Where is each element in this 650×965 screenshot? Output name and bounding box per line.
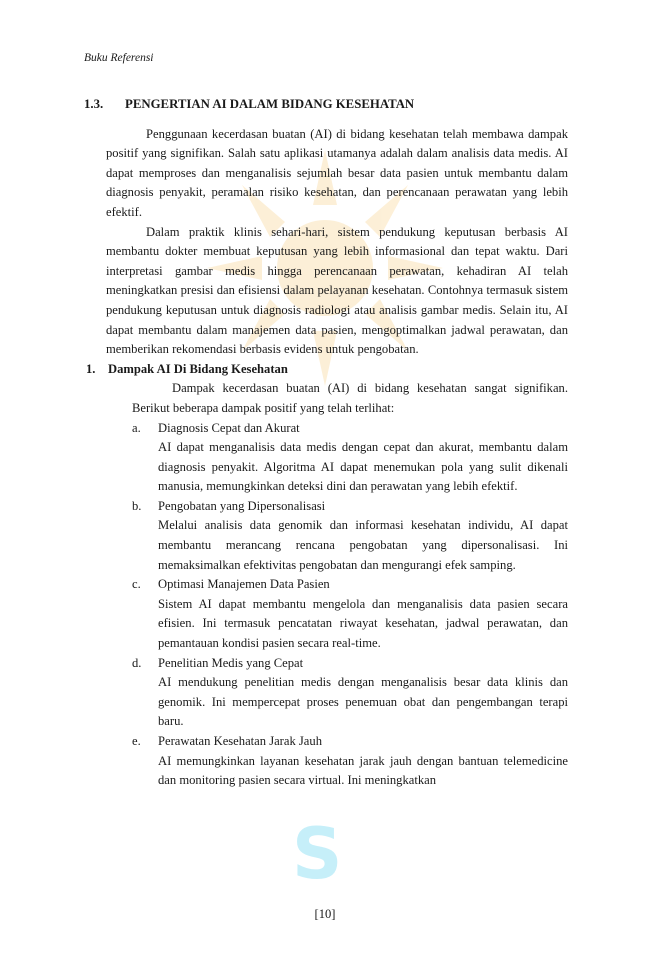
list-item-letter: b. (132, 498, 142, 513)
list-item (132, 654, 568, 732)
running-head: Buku Referensi (84, 52, 154, 64)
list-item-body: AI memungkinkan layanan kesehatan jarak jauh dengan bantuan telemedicine dan monitoring pasien secara virtual. Ini meningkatkan (158, 753, 568, 788)
list-item (132, 419, 568, 497)
point-heading (84, 360, 568, 380)
list-item-letter: e. (132, 734, 141, 748)
list-item-title: Pengobatan yang Dipersonalisasi (158, 498, 326, 513)
list-item-title: Perawatan Kesehatan Jarak Jauh (158, 734, 322, 748)
list-item-letter: a. (132, 420, 141, 435)
list-item-title: Optimasi Manajemen Data Pasien (158, 577, 330, 592)
letter-watermark: S (292, 813, 343, 895)
paragraph-1: Penggunaan kecerdasan buatan (AI) di bidang kesehatan telah membawa dampak positif yang signifikan. Salah satu aplikasi utamanya adalah dalam analisis data medis. AI dapat memproses dan menganalisis sejumlah besar data pasien untuk membantu dalam diagnosis penyakit, peramalan risiko kesehatan, dan perencanaan perawatan yang lebih efektif. (106, 126, 568, 219)
section-title: PENGERTIAN AI DALAM BIDANG KESEHATAN (125, 97, 415, 111)
list-item-title: Diagnosis Cepat dan Akurat (158, 420, 300, 435)
list-item (132, 575, 568, 653)
list-item-letter: c. (132, 577, 141, 592)
list-item-body: AI dapat menganalisis data medis dengan cepat dan akurat, membantu dalam diagnosis penyakit. Algoritma AI dapat menemukan pola yang sulit dikenali manusia, memungkinkan deteksi dini dan perawatan yang lebih efektif. (158, 440, 568, 494)
list-item-body: AI mendukung penelitian medis dengan menganalisis besar data klinis dan genomik. Ini mempercepat proses penemuan obat dan pengembangan terapi baru. (158, 675, 568, 729)
section-heading (84, 95, 568, 115)
point-number: 1. (86, 361, 96, 376)
list-item-body: Melalui analisis data genomik dan informasi kesehatan individu, AI dapat membantu merancang rencana pengobatan yang dipersonalisasi. Ini memaksimalkan efektivitas pengobatan dan mengurangi efek samping. (158, 518, 568, 572)
list-item-heading (132, 654, 568, 674)
point-title: Dampak AI Di Bidang Kesehatan (108, 361, 288, 376)
point-intro: Dampak kecerdasan buatan (AI) di bidang kesehatan sangat signifikan. Berikut beberapa dampak positif yang telah terlihat: (132, 381, 568, 415)
list-item-body: Sistem AI dapat membantu mengelola dan menganalisis data pasien secara efisien. Ini termasuk pencatatan riwayat kesehatan, jadwal perawatan, dan pemantauan kondisi pasien secara real-time. (158, 596, 568, 651)
paragraph-2: Dalam praktik klinis sehari-hari, sistem pendukung keputusan berbasis AI membantu dokter membuat keputusan yang lebih informasional dan tepat waktu. Dari interpretasi gambar medis hingga perencanaan perawatan, kehadiran AI telah meningkatkan presisi dan efisiensi dalam pelayanan kesehatan. Contohnya termasuk sistem pendukung keputusan untuk diagnosis radiologi atau analisis gambar medis. Selain itu, AI dapat membantu dalam manajemen data pasien, mengoptimalkan jadwal perawatan, dan memberikan rekomendasi berbasis evidens untuk pengobatan. (106, 224, 568, 357)
list-item (132, 732, 568, 791)
list-item-heading (132, 575, 568, 595)
list-item-letter: d. (132, 655, 142, 670)
list-item-title: Penelitian Medis yang Cepat (158, 655, 304, 670)
page-number: [10] (314, 907, 336, 921)
page-content (84, 95, 568, 791)
list-item (132, 497, 568, 575)
section-number: 1.3. (84, 97, 104, 111)
list-item-heading (132, 497, 568, 517)
list-item-heading (132, 732, 568, 752)
list-item-heading (132, 419, 568, 439)
